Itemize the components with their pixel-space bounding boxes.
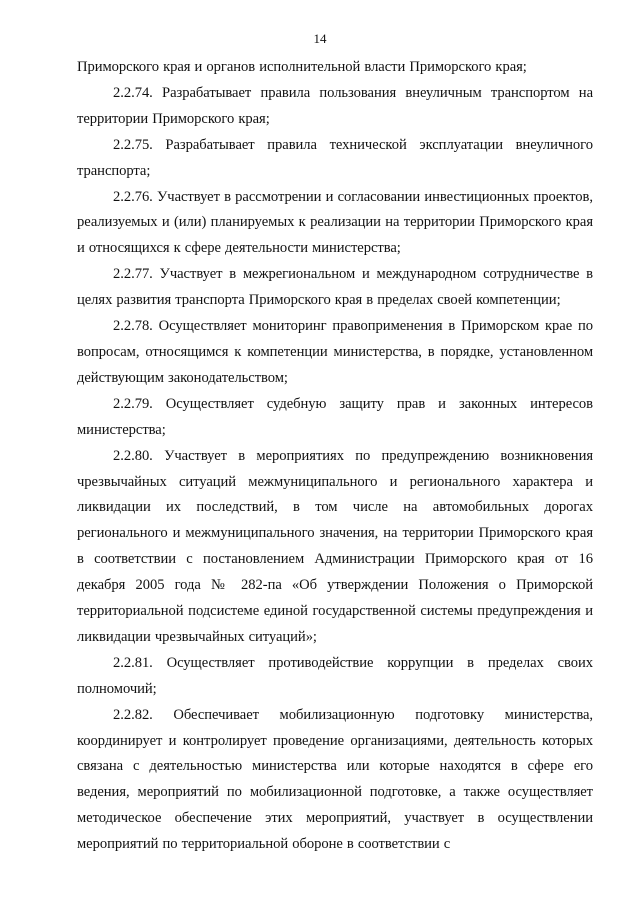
- paragraph-2-2-82: 2.2.82. Обеспечивает мобилизационную подготовку министерства, координирует и контролирует проведение организациями, деятельность которых связана с деятельностью министерства или которые находятся в сфере его ведения, мероприятий по мобилизационной подготовке, а также осуществляет методическое обеспечение этих мероприятий, участвует в осуществлении мероприятий по территориальной обороне в соответствии с: [77, 706, 593, 853]
- paragraph-2-2-76: 2.2.76. Участвует в рассмотрении и согласовании инвестиционных проектов, реализуемых и (или) планируемых к реализации на территории Приморского края и относящихся к сфере деятельности министерства;: [77, 188, 593, 257]
- page-number: 14: [313, 31, 327, 46]
- body-text: [77, 55, 593, 858]
- paragraph-2-2-80: 2.2.80. Участвует в мероприятиях по предупреждению возникновения чрезвычайных ситуаций межмуниципального и регионального характера и ликвидации их последствий, в том числе на автомобильных дорогах регионального и межмуниципального значения, на территории Приморского края в соответствии с постановлением Администрации Приморского края от 16 декабря 2005 года № 282-па «Об утверждении Положения о Приморской территориальной подсистеме единой государственной системы предупреждения и ликвидации чрезвычайных ситуаций»;: [77, 447, 593, 645]
- paragraph-2-2-74: 2.2.74. Разрабатывает правила пользования внеуличным транспортом на территории Приморского края;: [77, 84, 593, 127]
- paragraph-2-2-75: 2.2.75. Разрабатывает правила технической эксплуатации внеуличного транспорта;: [77, 136, 593, 179]
- paragraph-2-2-77: 2.2.77. Участвует в межрегиональном и международном сотрудничестве в целях развития транспорта Приморского края в пределах своей компетенции;: [77, 266, 593, 309]
- paragraph-2-2-79: 2.2.79. Осуществляет судебную защиту прав и законных интересов министерства;: [77, 395, 593, 438]
- paragraph-2-2-81: 2.2.81. Осуществляет противодействие коррупции в пределах своих полномочий;: [77, 654, 593, 697]
- paragraph-2-2-78: 2.2.78. Осуществляет мониторинг правоприменения в Приморском крае по вопросам, относящимся к компетенции министерства, в порядке, установленном действующим законодательством;: [77, 318, 593, 386]
- paragraph-continuation: Приморского края и органов исполнительной власти Приморского края;: [77, 59, 527, 75]
